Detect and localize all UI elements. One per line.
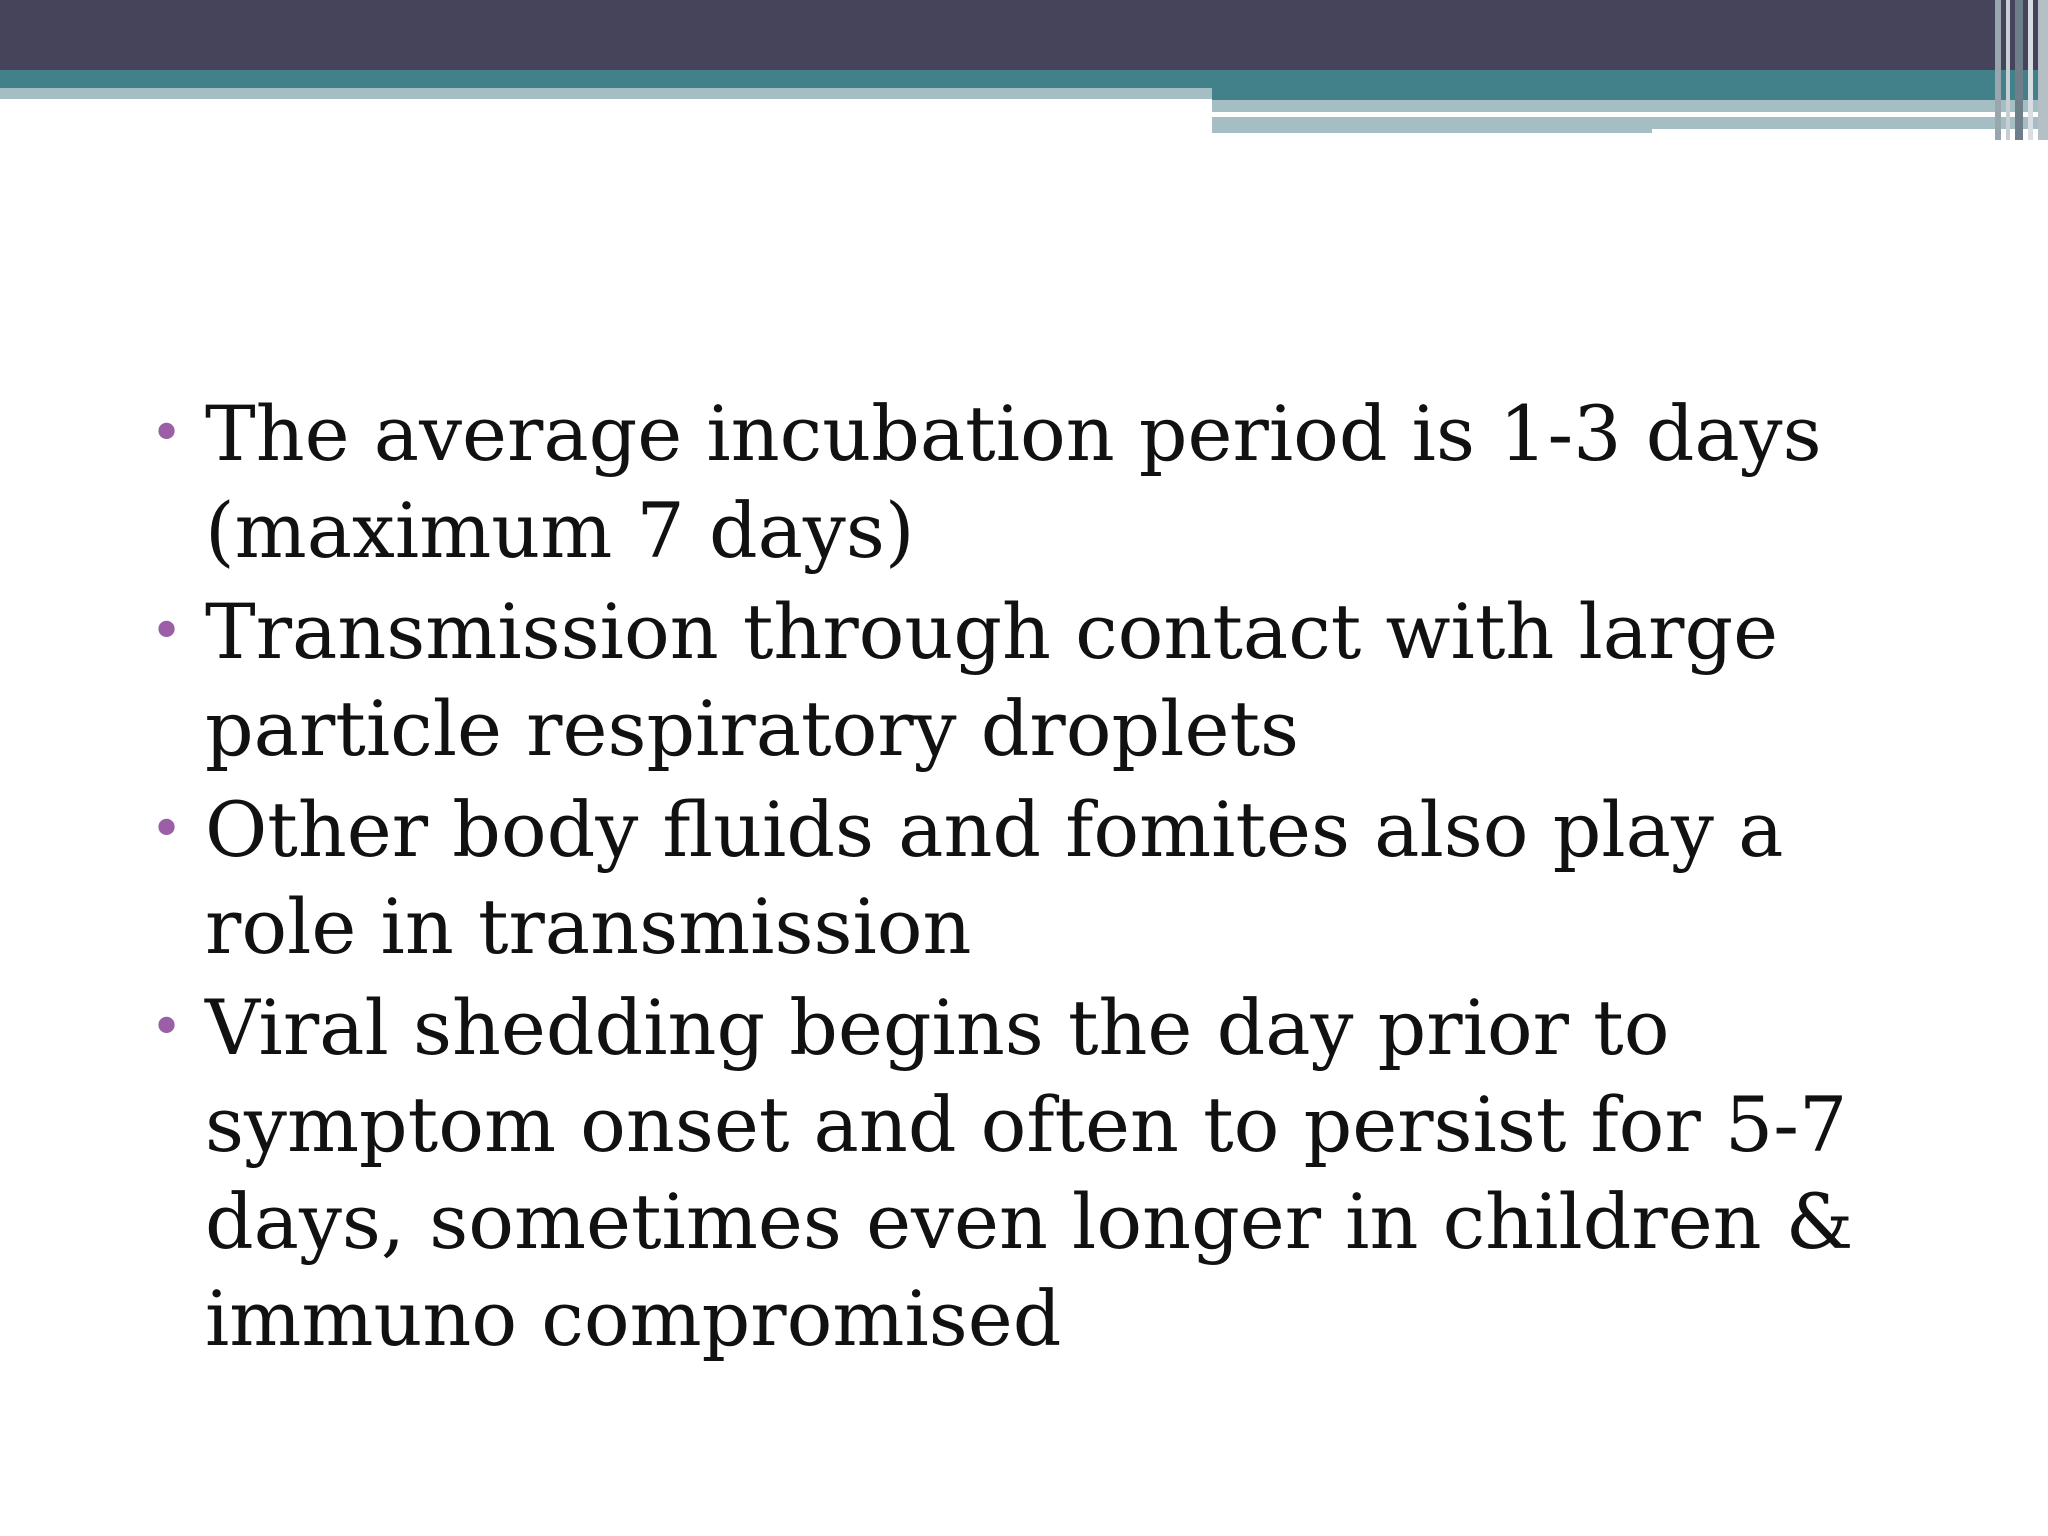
bullet-dot-icon: • bbox=[150, 401, 184, 466]
bullet-text: Viral shedding begins the day prior to symptom onset and often to persist for 5-7 days, sometimes even longer in children & immuno compromised bbox=[205, 983, 1854, 1363]
slide-body bbox=[140, 385, 1940, 1371]
bullet-item bbox=[140, 781, 1940, 975]
edge-stripe bbox=[1995, 0, 2001, 140]
bullet-text: Transmission through contact with large particle respiratory droplets bbox=[205, 587, 1779, 773]
header-band-light-left bbox=[0, 88, 1212, 99]
bullet-dot-icon: • bbox=[150, 995, 184, 1060]
bullet-list bbox=[140, 385, 1940, 1367]
bullet-text: Other body fluids and fomites also play a role in transmission bbox=[205, 785, 1784, 971]
header-band-teal-right bbox=[1212, 88, 2048, 100]
header-band-dark bbox=[0, 0, 2048, 70]
edge-stripe bbox=[2028, 0, 2033, 140]
bullet-item bbox=[140, 979, 1940, 1367]
bullet-text: The average incubation period is 1-3 days (maximum 7 days) bbox=[205, 389, 1822, 575]
edge-stripe bbox=[2038, 0, 2048, 140]
bullet-item bbox=[140, 583, 1940, 777]
header-band-teal bbox=[0, 70, 2048, 88]
edge-stripe bbox=[2006, 0, 2010, 140]
edge-stripes bbox=[1978, 0, 2048, 140]
edge-stripe bbox=[2015, 0, 2023, 140]
bullet-dot-icon: • bbox=[150, 599, 184, 664]
header-band-light-right bbox=[1212, 100, 2048, 112]
bullet-item bbox=[140, 385, 1940, 579]
bullet-dot-icon: • bbox=[150, 797, 184, 862]
